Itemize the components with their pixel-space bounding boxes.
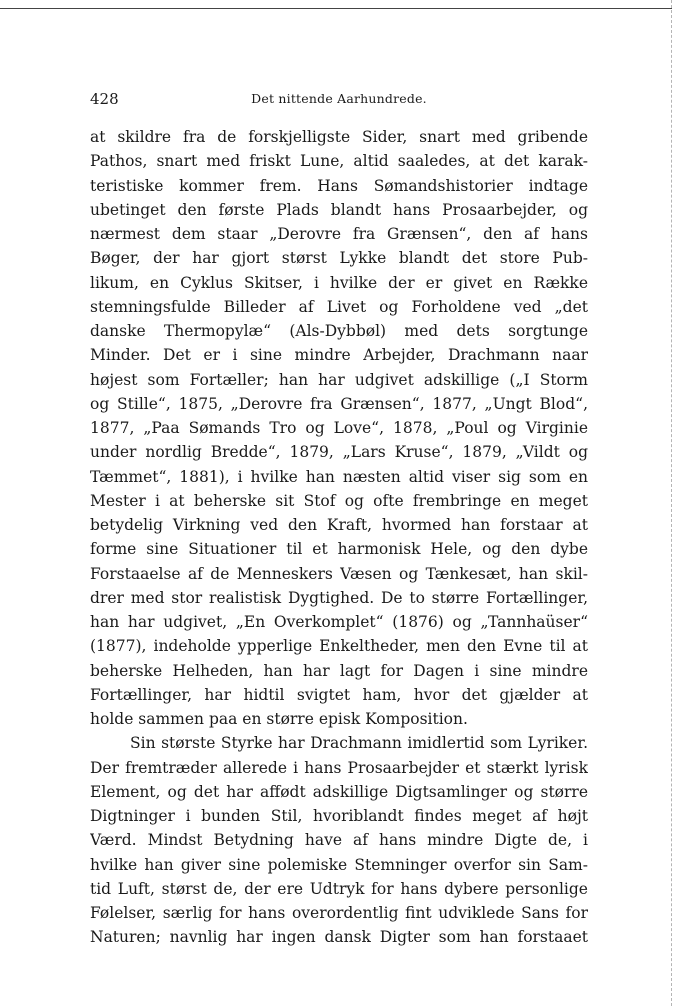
text-line: Forstaaelse af de Menneskers Væsen og Tænkesæt, han skil-: [90, 564, 588, 583]
text-line: Fortællinger, har hidtil svigtet ham, hvor det gjælder at: [90, 685, 588, 704]
paragraph-end-line: holde sammen paa en større episk Komposition.: [90, 710, 468, 728]
text-line: højest som Fortæller; han har udgivet adskillige („I Storm: [90, 370, 588, 389]
text-line: Tæmmet“, 1881), i hvilke han næsten altid viser sig som en: [90, 467, 588, 486]
text-line: Værd. Mindst Betydning have af hans mindre Digte de, i: [90, 831, 588, 850]
text-line: nærmest dem staar „Derovre fra Grænsen“, den af hans: [90, 225, 588, 243]
text-line: 1877, „Paa Sømands Tro og Love“, 1878, „Poul og Virginie: [90, 419, 588, 437]
text-line: drer med stor realistisk Dygtighed. De to større Fortællinger,: [90, 588, 588, 607]
text-line: beherske Helheden, han har lagt for Dagen i sine mindre: [90, 661, 588, 680]
text-line: ubetinget den første Plads blandt hans Prosaarbejder, og: [90, 200, 588, 219]
text-line: (1877), indeholde ypperlige Enkeltheder, men den Evne til at: [90, 637, 588, 656]
text-line: danske Thermopylæ“ (Als-Dybbøl) med dets sorgtunge: [90, 322, 588, 340]
text-line: stemningsfulde Billeder af Livet og Forholdene ved „det: [90, 297, 588, 316]
text-line: Minder. Det er i sine mindre Arbejder, Drachmann naar: [90, 346, 588, 365]
text-line: Bøger, der har gjort størst Lykke blandt det store Pub-: [90, 249, 588, 268]
text-line: Element, og det har affødt adskillige Digtsamlinger og større: [90, 782, 588, 801]
paragraph-start-line: Sin største Styrke har Drachmann imidlertid som Lyriker.: [130, 734, 588, 753]
text-line: tid Luft, størst de, der ere Udtryk for hans dybere personlige: [90, 879, 588, 898]
top-rule: [0, 8, 672, 9]
text-line: hvilke han giver sine polemiske Stemninger overfor sin Sam-: [90, 855, 588, 874]
text-line: Følelser, særlig for hans overordentlig fint udviklede Sans for: [90, 904, 588, 922]
text-line: og Stille“, 1875, „Derovre fra Grænsen“, 1877, „Ungt Blod“,: [90, 394, 588, 413]
text-line: Der fremtræder allerede i hans Prosaarbejder et stærkt lyrisk: [90, 758, 588, 777]
text-line: under nordlig Bredde“, 1879, „Lars Kruse“, 1879, „Vildt og: [90, 443, 588, 462]
text-line: forme sine Situationer til et harmonisk Hele, og den dybe: [90, 540, 588, 559]
text-line: Naturen; navnlig har ingen dansk Digter som han forstaaet: [90, 928, 588, 947]
body-text: [90, 125, 588, 950]
text-line: han har udgivet, „En Overkomplet“ (1876) og „Tannhaüser“: [90, 613, 588, 631]
page-edge: [671, 0, 672, 1006]
text-line: Digtninger i bunden Stil, hvoriblandt findes meget af højt: [90, 807, 588, 825]
text-line: teristiske kommer frem. Hans Sømandshistorier indtage: [90, 176, 588, 195]
page-header: [90, 90, 588, 112]
text-line: Pathos, snart med friskt Lune, altid saaledes, at det karak-: [90, 152, 588, 171]
page-number: 428: [90, 90, 119, 108]
text-line: Mester i at beherske sit Stof og ofte frembringe en meget: [90, 491, 588, 510]
text-line: likum, en Cyklus Skitser, i hvilke der er givet en Række: [90, 273, 588, 292]
text-line: betydelig Virkning ved den Kraft, hvormed han forstaar at: [90, 516, 588, 534]
running-title: Det nittende Aarhundrede.: [251, 91, 427, 106]
text-line: at skildre fra de forskjelligste Sider, snart med gribende: [90, 128, 588, 146]
